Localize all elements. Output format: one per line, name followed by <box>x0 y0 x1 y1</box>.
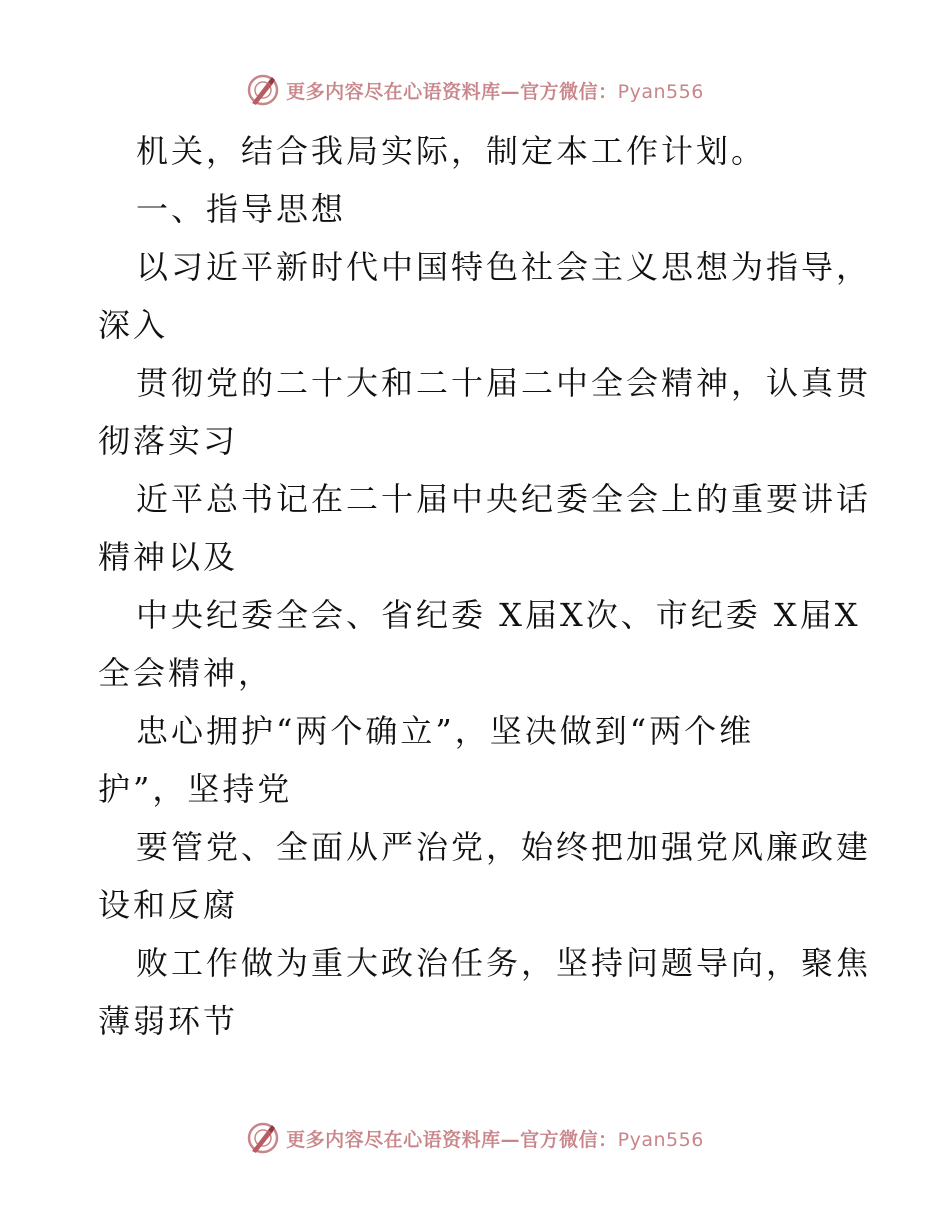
text-line: 败工作做为重大政治任务，坚持问题导向，聚焦 <box>136 944 872 982</box>
document-body <box>98 122 872 1050</box>
text-line: 全会精神， <box>98 654 274 692</box>
text-line: 一、指导思想 <box>136 190 347 228</box>
text-line: 近平总书记在二十届中央纪委全会上的重要讲话 <box>136 480 872 518</box>
text-line: 薄弱环节 <box>98 1002 239 1040</box>
text-line: 中央纪委全会、省纪委 X届X次、市纪委 X届X <box>136 596 861 634</box>
text-line: 机关，结合我局实际，制定本工作计划。 <box>136 132 767 170</box>
footer-watermark <box>0 1118 950 1158</box>
watermark-text: 更多内容尽在心语资料库—官方微信：Pyan556 <box>286 1128 704 1151</box>
text-line: 设和反腐 <box>98 886 239 924</box>
text-line: 精神以及 <box>98 538 239 576</box>
text-line: 彻落实习 <box>98 422 239 460</box>
text-line: 以习近平新时代中国特色社会主义思想为指导， <box>136 248 872 286</box>
text-line: 要管党、全面从严治党，始终把加强党风廉政建 <box>136 828 872 866</box>
pen-logo-icon <box>246 73 280 107</box>
text-line: 忠心拥护“两个确立”，坚决做到“两个维 <box>136 712 755 750</box>
text-line: 深入 <box>98 306 169 344</box>
pen-logo-icon <box>246 1121 280 1155</box>
header-watermark <box>0 70 950 110</box>
watermark-text: 更多内容尽在心语资料库—官方微信：Pyan556 <box>286 80 704 103</box>
watermark-account: Pyan556 <box>617 1128 704 1151</box>
watermark-account: Pyan556 <box>617 80 704 103</box>
text-line: 护”，坚持党 <box>98 770 293 808</box>
text-line: 贯彻党的二十大和二十届二中全会精神，认真贯 <box>136 364 872 402</box>
